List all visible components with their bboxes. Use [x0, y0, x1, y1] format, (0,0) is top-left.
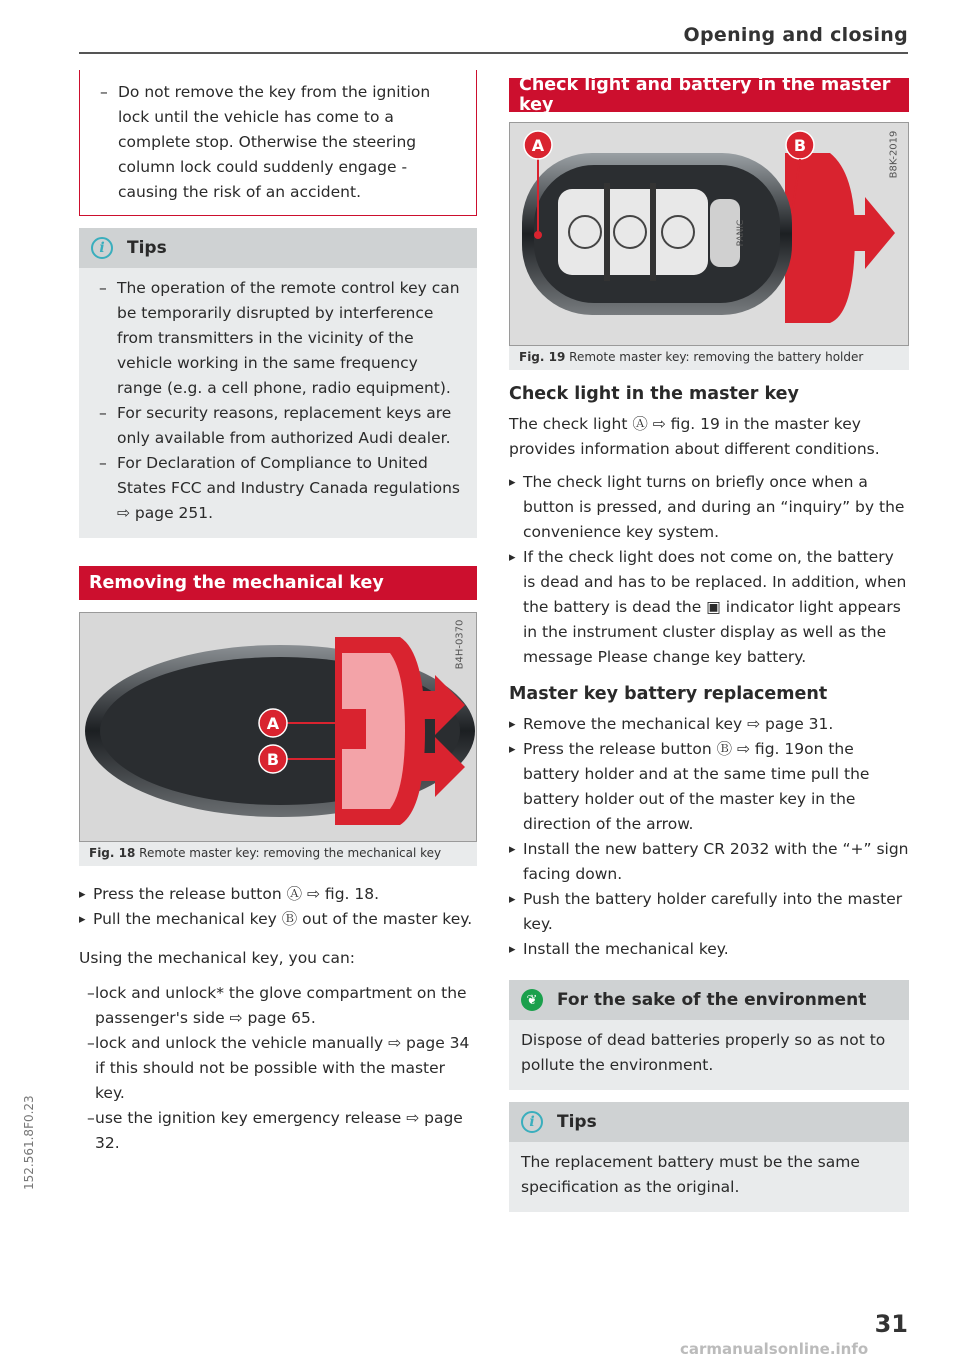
mech-uses — [79, 981, 477, 1156]
subheading-battery-replacement: Master key battery replacement — [509, 684, 828, 704]
step-item: ▸ Press the release button Ⓐ ⇨ fig. 18. — [79, 882, 477, 907]
section-title-check-light: Check light and battery in the master key — [509, 78, 909, 112]
figure-caption-19 — [509, 346, 909, 370]
key-illustration-19 — [510, 123, 909, 345]
environment-header — [509, 980, 909, 1020]
label-a: A — [266, 714, 280, 733]
bullet-item: ▸ Install the new battery CR 2032 with the “+” sign facing down. — [509, 837, 909, 887]
tips-body-right — [509, 1142, 909, 1212]
environment-text: Dispose of dead batteries properly so as not to pollute the environment. — [521, 1031, 886, 1074]
label-b: B — [793, 136, 807, 155]
key-illustration-18 — [80, 613, 477, 841]
tips-body — [79, 268, 477, 538]
battery-steps — [509, 712, 909, 962]
using-text: Using the mechanical key, you can: — [79, 949, 356, 967]
figure-code: B4H-0370 — [454, 619, 466, 670]
bullet-item: ▸ The check light turns on briefly once when a button is pressed, and during an “inquiry” by the convenience key system. — [509, 470, 909, 545]
info-icon: i — [91, 237, 113, 259]
tip-item: – For security reasons, replacement keys are only available from authorized Audi dealer. — [91, 401, 465, 451]
tips-header-right — [509, 1102, 909, 1142]
check-bullets — [509, 470, 909, 670]
label-b: B — [266, 750, 280, 769]
use-item: – use the ignition key emergency release ⇨ page 32. — [79, 1106, 477, 1156]
step-item: ▸ Pull the mechanical key Ⓑ out of the master key. — [79, 907, 477, 932]
mech-steps — [79, 882, 477, 932]
check-intro: The check light Ⓐ ⇨ fig. 19 in the master key provides information about different conditions. — [509, 415, 880, 458]
bullet-item: ▸ Install the mechanical key. — [509, 937, 909, 962]
figure-caption-18 — [79, 842, 477, 866]
left-column — [79, 70, 477, 1156]
page-number: 31 — [874, 1310, 908, 1338]
figure-caption-text: Remote master key: removing the mechanical key — [139, 846, 442, 860]
bullet-item: ▸ Push the battery holder carefully into the master key. — [509, 887, 909, 937]
header-rule — [79, 52, 908, 54]
use-item: – lock and unlock* the glove compartment on the passenger's side ⇨ page 65. — [79, 981, 477, 1031]
side-document-code: 152.561.8F0.23 — [22, 1095, 36, 1190]
warning-item: – Do not remove the key from the ignition lock until the vehicle has come to a complete stop. Otherwise the steering column lock could suddenly engage - causing the risk of an accident. — [92, 80, 464, 205]
bullet-item: ▸ Remove the mechanical key ⇨ page 31. — [509, 712, 909, 737]
section-title-mechanical-key: Removing the mechanical key — [79, 566, 477, 600]
page-header-title: Opening and closing — [683, 24, 908, 46]
right-column — [509, 75, 909, 1212]
figure-caption-text: Remote master key: removing the battery holder — [569, 350, 864, 364]
bullet-item: ▸ If the check light does not come on, the battery is dead and has to be replaced. In addition, when the battery is dead the ▣ indicator light appears in the instrument cluster display as well as the message Please change key battery. — [509, 545, 909, 670]
watermark: carmanualsonline.info — [680, 1340, 869, 1358]
tips-title: Tips — [557, 1112, 597, 1132]
figure-label: Fig. 18 — [89, 846, 136, 860]
figure-label: Fig. 19 — [519, 350, 566, 364]
panic-label: PANIC — [736, 219, 746, 247]
tips-text: The replacement battery must be the same specification as the original. — [521, 1153, 860, 1196]
tip-item: – For Declaration of Compliance to United States FCC and Industry Canada regulations ⇨ page 251. — [91, 451, 465, 526]
tip-item: – The operation of the remote control key can be temporarily disrupted by interference from transmitters in the vicinity of the vehicle working in the same frequency range (e.g. a cell phone, radio equipment). — [91, 276, 465, 401]
label-a: A — [531, 136, 545, 155]
leaf-icon: ❦ — [521, 989, 543, 1011]
subheading-check-light: Check light in the master key — [509, 384, 799, 404]
figure-19 — [509, 122, 909, 346]
warning-box — [79, 70, 477, 216]
tips-header — [79, 228, 477, 268]
figure-code: B8K-2019 — [888, 130, 900, 179]
tips-title: Tips — [127, 238, 167, 258]
info-icon: i — [521, 1111, 543, 1133]
bullet-item: ▸ Press the release button Ⓑ ⇨ fig. 19on the battery holder and at the same time pull the battery holder out of the master key in the direction of the arrow. — [509, 737, 909, 837]
use-item: – lock and unlock the vehicle manually ⇨ page 34 if this should not be possible with the master key. — [79, 1031, 477, 1106]
figure-18 — [79, 612, 477, 842]
environment-body — [509, 1020, 909, 1090]
environment-title: For the sake of the environment — [557, 990, 867, 1010]
